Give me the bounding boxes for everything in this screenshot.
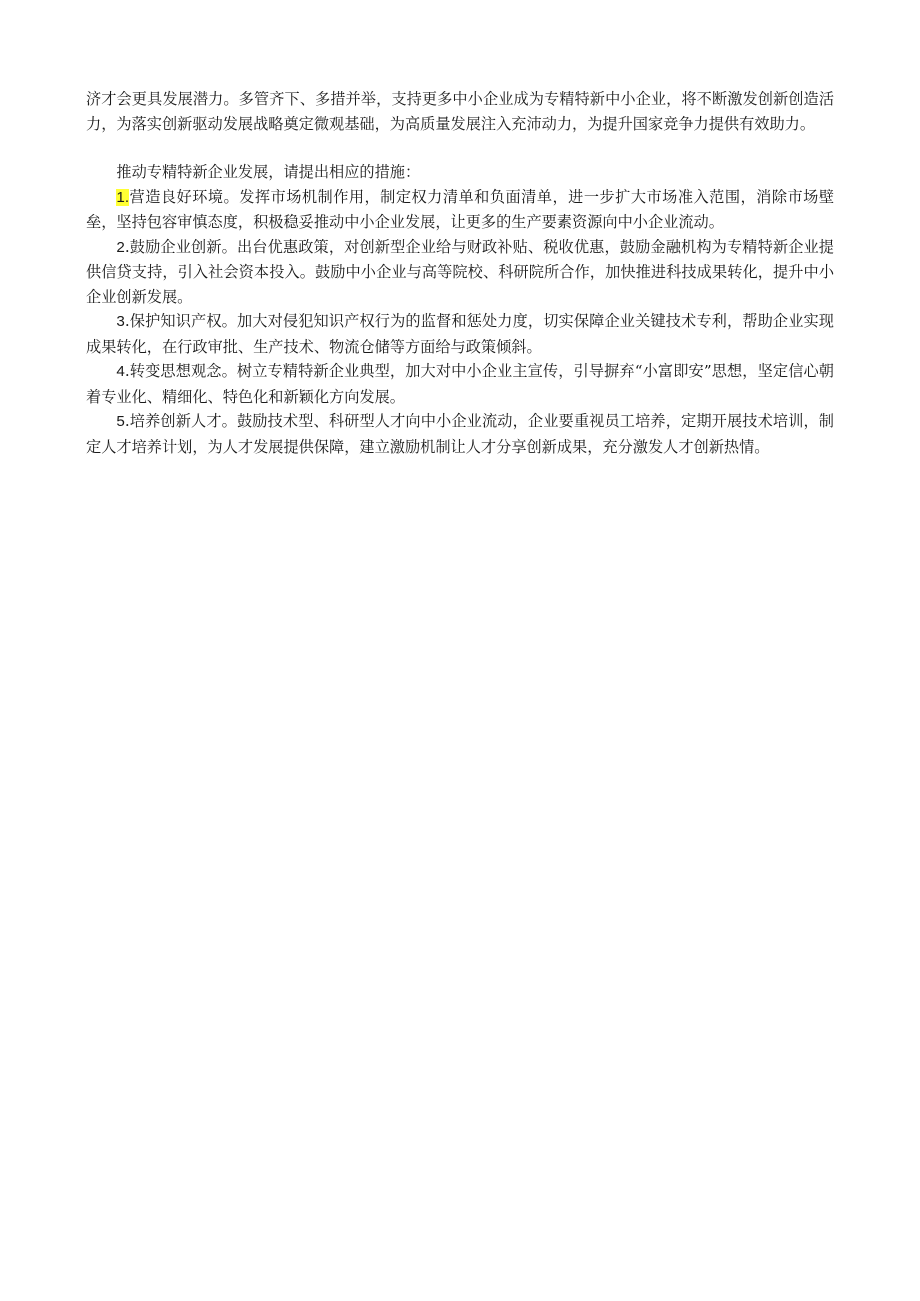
measure-item-3 xyxy=(86,309,834,359)
document-body xyxy=(86,87,834,459)
measure-text: .保护知识产权。加大对侵犯知识产权行为的监督和惩处力度，切实保障企业关键技术专利，帮助企业实现成果转化，在行政审批、生产技术、物流仓储等方面给与政策倾斜。 xyxy=(86,312,834,356)
measure-item-5 xyxy=(86,409,834,459)
intro-paragraph: 济才会更具发展潜力。多管齐下、多措并举，支持更多中小企业成为专精特新中小企业，将不断激发创新创造活力，为落实创新驱动发展战略奠定微观基础，为高质量发展注入充沛动力，为提升国家竞争力提供有效助力。 xyxy=(86,90,834,133)
measure-text: .转变思想观念。树立专精特新企业典型，加大对中小企业主宣传，引导摒弃“小富即安”思想，坚定信心朝着专业化、精细化、特色化和新颖化方向发展。 xyxy=(86,362,834,406)
paragraph-spacer xyxy=(86,136,834,160)
measure-text: .鼓励企业创新。出台优惠政策，对创新型企业给与财政补贴、税收优惠，鼓励金融机构为专精特新企业提供信贷支持，引入社会资本投入。鼓励中小企业与高等院校、科研院所合作，加快推进科技成果转化，提升中小企业创新发展。 xyxy=(86,237,834,306)
measure-number-highlighted: 1. xyxy=(116,188,130,206)
measure-item-1 xyxy=(86,185,834,235)
measure-number: 2 xyxy=(116,238,125,256)
measure-text: 营造良好环境。发挥市场机制作用，制定权力清单和负面清单，进一步扩大市场准入范围，消除市场壁垒，坚持包容审慎态度，积极稳妥推动中小企业发展，让更多的生产要素资源向中小企业流动。 xyxy=(86,187,834,231)
measure-item-4 xyxy=(86,359,834,409)
measure-item-2 xyxy=(86,235,834,310)
question-line: 推动专精特新企业发展，请提出相应的措施： xyxy=(116,163,421,181)
measure-number: 3 xyxy=(116,313,125,330)
measure-number: 5 xyxy=(116,413,125,430)
measure-number: 4 xyxy=(116,363,125,380)
measure-text: .培养创新人才。鼓励技术型、科研型人才向中小企业流动，企业要重视员工培养，定期开展技术培训，制定人才培养计划，为人才发展提供保障，建立激励机制让人才分享创新成果，充分激发人才创新热情。 xyxy=(86,412,834,456)
